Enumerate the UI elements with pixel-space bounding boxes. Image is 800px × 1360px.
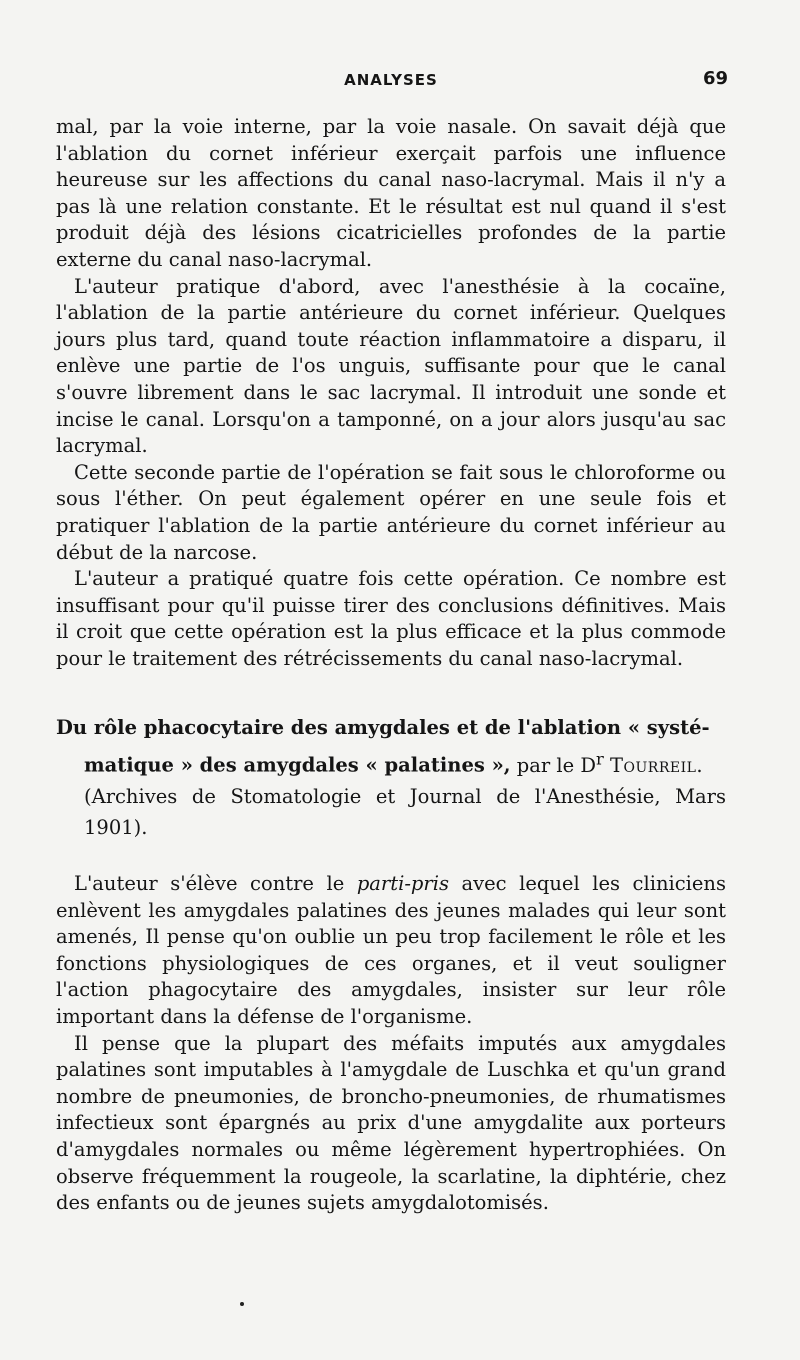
article-title-bold: matique » des amygdales « palatines », <box>84 753 511 777</box>
paragraph: L'auteur a pratiqué quatre fois cette opération. Ce nombre est insuffisant pour qu'il puisse tirer des conclusions définitives. Mais il croit que cette opération est la plus efficace et la plus commode pour le traitement des rétrécissements du canal naso-lacrymal. <box>56 567 726 670</box>
article-author: Tourreil. <box>610 753 704 777</box>
paragraph: Cette seconde partie de l'opération se fait sous le chloroforme ou sous l'éther. On peut également opérer en une seule fois et pratiquer l'ablation de la partie antérieure du cornet inférieur au début de la narcose. <box>56 460 726 564</box>
page-body <box>56 114 726 1217</box>
article-source: (Archives de Stomatologie et Journal de l'Anesthésie, Mars 1901). <box>84 784 726 839</box>
paragraph-intro <box>56 871 726 1031</box>
page-header <box>56 66 726 98</box>
ink-speck <box>240 1302 244 1306</box>
article-title-line-1: Du rôle phacocytaire des amygdales et de l'ablation « systé- <box>56 716 710 740</box>
title-by-text: par le D <box>510 753 597 777</box>
article-title-line-2 <box>56 743 726 781</box>
intro-emphasis: parti-pris <box>356 871 449 895</box>
running-head: ANALYSES <box>344 71 438 89</box>
page-number: 69 <box>702 68 728 89</box>
article-heading <box>56 712 726 843</box>
title-by-sup: r <box>596 749 604 769</box>
intro-text-start: L'auteur s'élève contre le <box>74 871 357 895</box>
paragraph-continuation: mal, par la voie interne, par la voie nasale. On savait déjà que l'ablation du cornet inférieur exerçait parfois une influence heureuse sur les affections du canal naso-lacrymal. Mais il n'y a pas là une relation constante. Et le résultat est nul quand il s'est produit déjà des lésions cicatricielles profondes de la partie externe du canal naso-lacrymal. <box>56 115 726 271</box>
article-title-by <box>510 749 704 777</box>
paragraph: Il pense que la plupart des méfaits imputés aux amygdales palatines sont imputables à l'amygdale de Luschka et qu'un grand nombre de pneumonies, de broncho-pneumonies, de rhumatismes infectieux sont épargnés au prix d'une amygdalite aux porteurs d'amygdales normales ou même légèrement hypertrophiées. On observe fréquemment la rougeole, la scarlatine, la diphtérie, chez des enfants ou de jeunes sujets amygdalotomisés. <box>56 1031 726 1215</box>
intro-text-end: avec lequel les cliniciens enlèvent les amygdales palatines des jeunes malades qui leur sont amenés, Il pense qu'on oublie un peu trop facilement le rôle et les fonctions physiologiques de ces organes, et il veut souligner l'action phagocytaire des amygdales, insister sur leur rôle important dans la défense de l'organisme. <box>56 871 727 1028</box>
paragraph: L'auteur pratique d'abord, avec l'anesthésie à la cocaïne, l'ablation de la partie antérieure du cornet inférieur. Quelques jours plus tard, quand toute réaction inflammatoire a disparu, il enlève une partie de l'os unguis, suffisante pour que le canal s'ouvre librement dans le sac lacrymal. Il introduit une sonde et incise le canal. Lorsqu'on a tamponné, on a jour alors jusqu'au sac lacrymal. <box>56 274 726 458</box>
